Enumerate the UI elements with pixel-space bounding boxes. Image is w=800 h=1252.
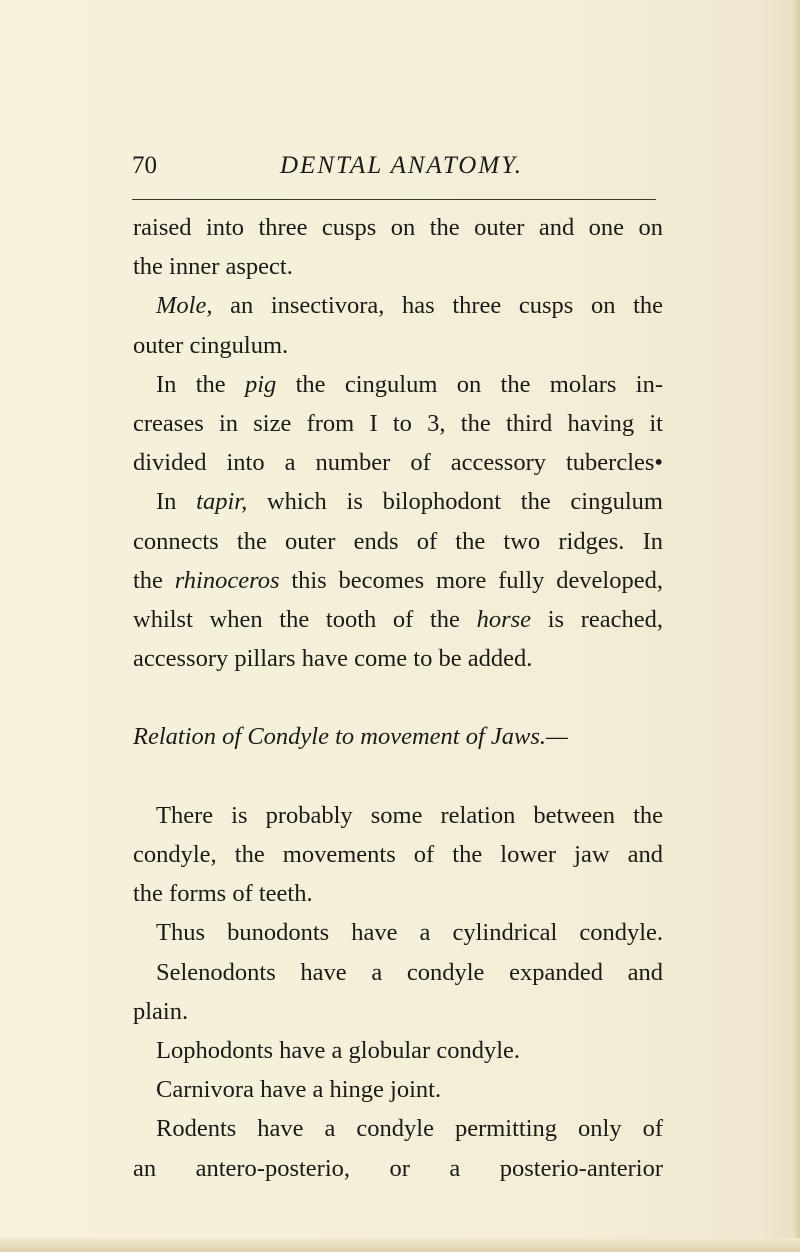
text-span: whilst when the tooth of the bbox=[133, 605, 477, 633]
italic-term: horse bbox=[476, 605, 532, 633]
text-line: the forms of teeth. bbox=[133, 880, 313, 908]
spacer bbox=[133, 678, 663, 717]
text-span: the bbox=[133, 566, 175, 594]
paragraph bbox=[133, 365, 663, 483]
text-span: which is bilophodont the cingulum bbox=[247, 488, 663, 516]
paragraph bbox=[133, 482, 663, 678]
text-span: this becomes more fully developed, bbox=[279, 566, 663, 594]
text-span: In the bbox=[156, 370, 245, 398]
italic-term: Mole, bbox=[156, 292, 213, 320]
header-rule bbox=[132, 199, 656, 200]
paragraph bbox=[133, 953, 663, 1031]
paragraph bbox=[133, 208, 663, 286]
text-line: Carnivora have a hinge joint. bbox=[156, 1076, 442, 1104]
text-span: an insectivora, has three cusps on the bbox=[212, 292, 663, 320]
text-line: outer cingulum. bbox=[133, 331, 289, 359]
paragraph bbox=[133, 1070, 663, 1109]
text-line bbox=[133, 365, 663, 404]
text-line: raised into three cusps on the outer and one on bbox=[133, 214, 663, 241]
paragraph bbox=[133, 913, 663, 952]
text-span: In bbox=[156, 488, 197, 516]
text-line bbox=[133, 482, 663, 521]
text-span: is reached, bbox=[531, 605, 663, 633]
text-line: creases in size from I to 3, the third having it bbox=[133, 409, 663, 437]
spacer bbox=[133, 757, 663, 796]
italic-term: pig bbox=[244, 370, 277, 398]
text-span: the cingulum on the molars in- bbox=[276, 370, 663, 398]
text-line: plain. bbox=[133, 997, 189, 1025]
page-edge-bottom bbox=[0, 1238, 800, 1252]
italic-term: rhinoceros bbox=[174, 566, 280, 594]
text-line bbox=[133, 600, 663, 639]
text-line: connects the outer ends of the two ridges. In bbox=[133, 527, 663, 555]
text-line bbox=[133, 561, 663, 600]
text-line: There is probably some relation between the bbox=[156, 801, 663, 829]
text-line: accessory pillars have come to be added. bbox=[133, 645, 533, 673]
text-line: condyle, the movements of the lower jaw and bbox=[133, 841, 663, 868]
paragraph bbox=[133, 1031, 663, 1070]
text-line bbox=[133, 286, 663, 325]
text-line: an antero-posterio, or a posterio-anterior bbox=[133, 1154, 663, 1182]
body-text bbox=[133, 208, 663, 1188]
paragraph bbox=[133, 796, 663, 914]
text-line: Thus bunodonts have a cylindrical condyle. bbox=[156, 919, 663, 947]
text-line: Selenodonts have a condyle expanded and bbox=[156, 958, 663, 986]
paragraph bbox=[133, 1109, 663, 1187]
text-line: Lophodonts have a globular condyle. bbox=[156, 1036, 521, 1064]
running-head-title: DENTAL ANATOMY. bbox=[280, 152, 524, 179]
page-edge-right bbox=[794, 0, 800, 1252]
page-number: 70 bbox=[132, 152, 157, 179]
italic-term: tapir, bbox=[196, 488, 248, 516]
section-heading: Relation of Condyle to movement of Jaws.— bbox=[133, 723, 568, 751]
text-line: Rodents have a condyle permitting only of bbox=[156, 1115, 663, 1143]
text-line: divided into a number of accessory tubercles• bbox=[133, 449, 663, 477]
text-line: the inner aspect. bbox=[133, 253, 293, 281]
running-head bbox=[132, 148, 692, 184]
paragraph bbox=[133, 286, 663, 364]
